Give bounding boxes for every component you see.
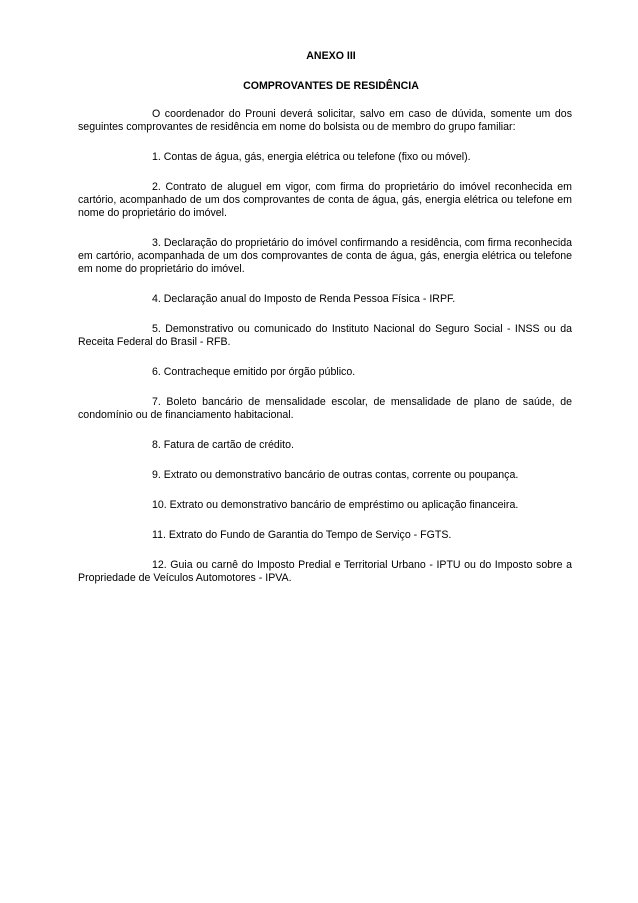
document-title: COMPROVANTES DE RESIDÊNCIA [243, 80, 419, 92]
list-item: 1. Contas de água, gás, energia elétrica ou telefone (fixo ou móvel). [152, 151, 471, 163]
list-item: 6. Contracheque emitido por órgão público. [152, 366, 356, 378]
list-item: 11. Extrato do Fundo de Garantia do Tempo de Serviço - FGTS. [152, 529, 452, 541]
list-item: 3. Declaração do proprietário do imóvel confirmando a residência, com firma reconhecida em cartório, acompanhada de um dos comprovantes de conta de água, gás, energia elétrica ou telefone em nome do proprietário do imóvel. [78, 237, 572, 275]
list-item: 4. Declaração anual do Imposto de Renda Pessoa Física - IRPF. [152, 293, 456, 305]
list-item: 5. Demonstrativo ou comunicado do Instituto Nacional do Seguro Social - INSS ou da Receita Federal do Brasil - RFB. [78, 323, 572, 348]
list-item: 8. Fatura de cartão de crédito. [152, 439, 294, 451]
list-item: 10. Extrato ou demonstrativo bancário de empréstimo ou aplicação financeira. [152, 499, 519, 511]
list-item: 12. Guia ou carnê do Imposto Predial e Territorial Urbano - IPTU ou do Imposto sobre a Propriedade de Veículos Automotores - IPVA. [78, 559, 572, 584]
annex-heading: ANEXO III [306, 50, 356, 62]
intro-paragraph: O coordenador do Prouni deverá solicitar, salvo em caso de dúvida, somente um dos seguintes comprovantes de residência em nome do bolsista ou de membro do grupo familiar: [78, 108, 572, 133]
list-item: 7. Boleto bancário de mensalidade escolar, de mensalidade de plano de saúde, de condomínio ou de financiamento habitacional. [78, 396, 572, 421]
list-item: 9. Extrato ou demonstrativo bancário de outras contas, corrente ou poupança. [152, 469, 519, 481]
document-page [78, 50, 572, 602]
list-item: 2. Contrato de aluguel em vigor, com firma do proprietário do imóvel reconhecida em cartório, acompanhado de um dos comprovantes de conta de água, gás, energia elétrica ou telefone em nome do proprietário do imóvel. [78, 181, 572, 219]
